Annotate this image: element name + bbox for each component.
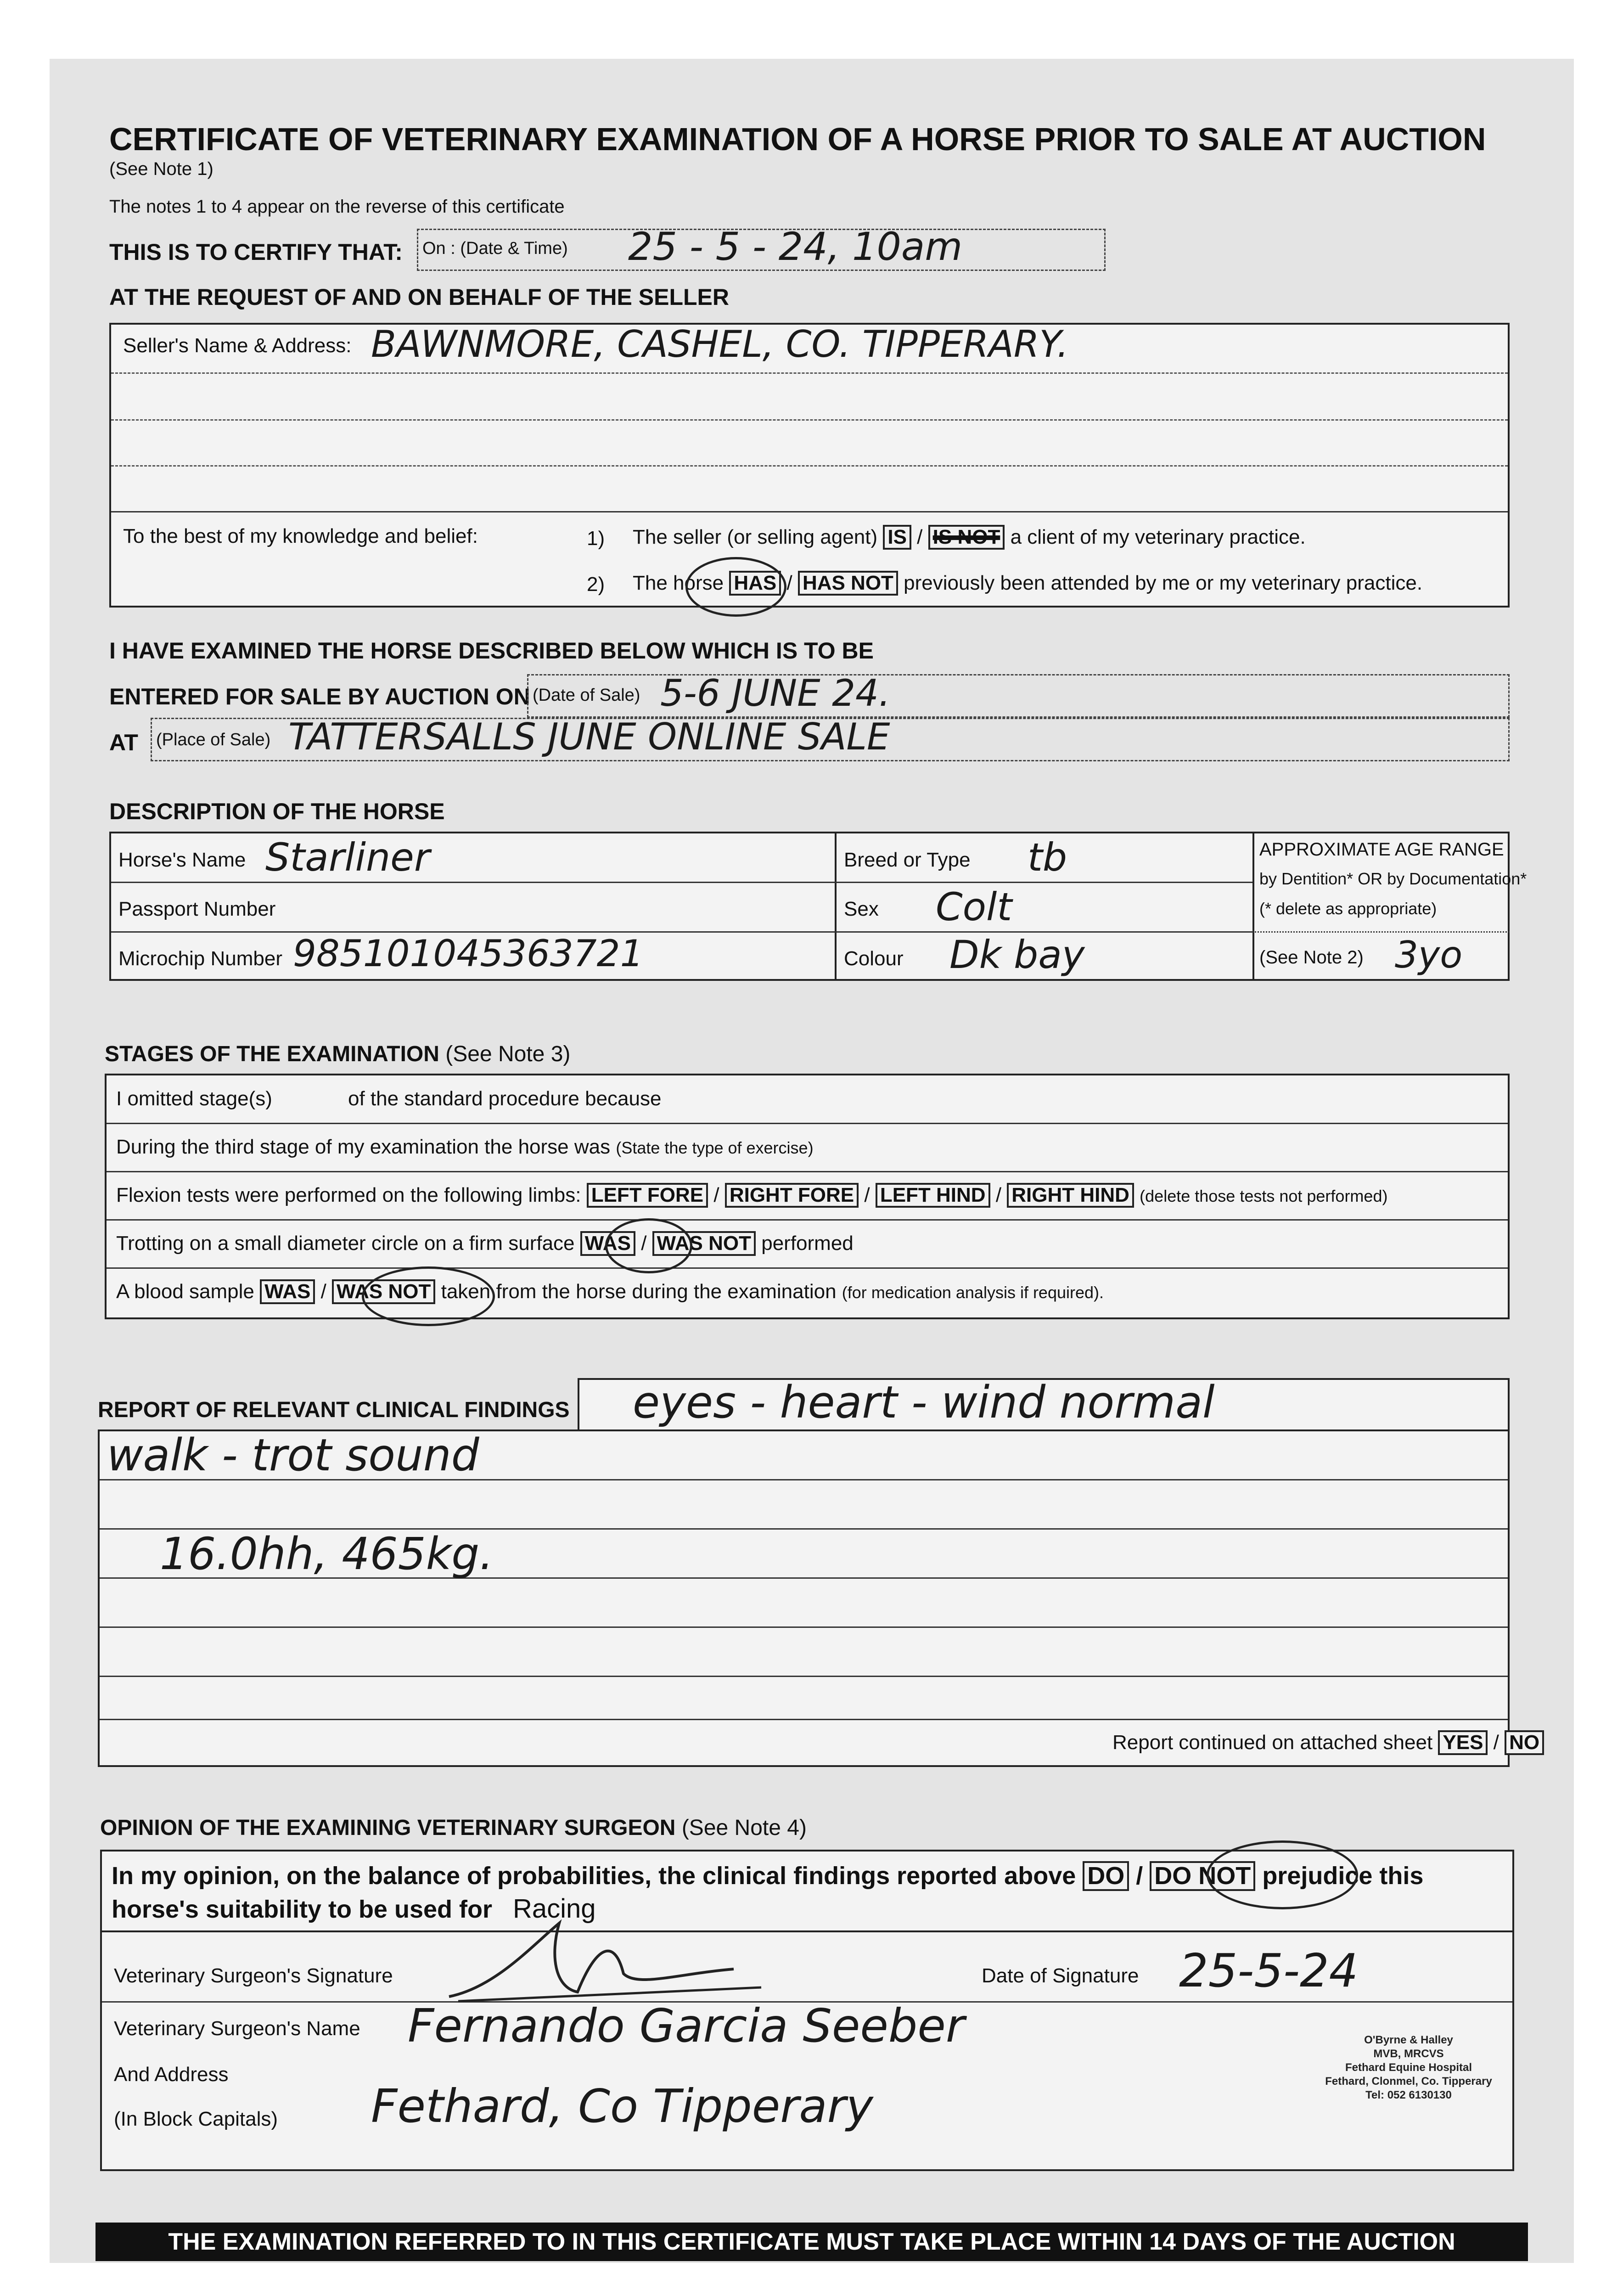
- block-capitals-label: (In Block Capitals): [114, 2108, 278, 2130]
- date-time-label: On : (Date & Time): [422, 239, 568, 258]
- report-line: [100, 1719, 1508, 1720]
- age-see-note: (See Note 2): [1259, 947, 1364, 968]
- seller-name-label: Seller's Name & Address:: [123, 334, 352, 357]
- has-not-option[interactable]: HAS NOT: [798, 571, 898, 596]
- item2-number: 2): [587, 573, 605, 596]
- third-stage-note: (State the type of exercise): [616, 1138, 814, 1157]
- trotting-was-not-option[interactable]: WAS NOT: [652, 1231, 756, 1256]
- item1-number: 1): [587, 527, 605, 550]
- trotting-performed-label: performed: [761, 1232, 854, 1255]
- has-option[interactable]: HAS: [729, 571, 781, 596]
- microchip-value: 985101045363721: [293, 932, 644, 975]
- report-continued-row: Report continued on attached sheet YES / NO: [1112, 1730, 1544, 1755]
- description-row-divider: [111, 882, 1252, 883]
- seller-line: [111, 419, 1508, 421]
- opinion-text-b: prejudice this: [1262, 1862, 1424, 1890]
- stages-row-divider: [107, 1123, 1508, 1124]
- report-line-1: eyes - heart - wind normal: [633, 1377, 1215, 1428]
- item1-text-b: a client of my veterinary practice.: [1010, 526, 1306, 548]
- opinion-do-option[interactable]: DO: [1083, 1861, 1129, 1891]
- seller-client-row: The seller (or selling agent) IS / IS NOT a client of my veterinary practice.: [633, 525, 1306, 550]
- sex-label: Sex: [844, 898, 879, 920]
- stages-row-divider: [107, 1267, 1508, 1269]
- vet-name-label: Veterinary Surgeon's Name: [114, 2017, 360, 2040]
- signature-date-label: Date of Signature: [982, 1964, 1139, 1987]
- seller-divider: [111, 511, 1508, 512]
- report-heading: REPORT OF RELEVANT CLINICAL FINDINGS: [98, 1398, 570, 1422]
- blood-sample-label: A blood sample: [116, 1280, 254, 1303]
- examined-heading-1: I HAVE EXAMINED THE HORSE DESCRIBED BELOW WHICH IS TO BE: [109, 638, 874, 664]
- horse-name-value: Starliner: [265, 835, 430, 880]
- report-line-2: walk - trot sound: [107, 1429, 479, 1481]
- practice-stamp: [1308, 2033, 1510, 2102]
- see-note-1: (See Note 1): [109, 159, 213, 179]
- certificate-sheet: [50, 59, 1574, 2263]
- report-continued-label: Report continued on attached sheet: [1112, 1731, 1433, 1754]
- blood-was-not-option[interactable]: WAS NOT: [332, 1279, 435, 1304]
- opinion-text-row: In my opinion, on the balance of probabilities, the clinical findings reported above DO / DO NOT prejudice this: [112, 1861, 1423, 1891]
- is-option[interactable]: IS: [883, 525, 911, 550]
- opinion-text-a: In my opinion, on the balance of probabilities, the clinical findings reported above: [112, 1862, 1076, 1890]
- blood-was-option[interactable]: WAS: [260, 1279, 315, 1304]
- vet-address-value: Fethard, Co Tipperary: [371, 2079, 873, 2133]
- report-yes-option[interactable]: YES: [1438, 1730, 1488, 1755]
- colour-value: Dk bay: [949, 932, 1085, 977]
- at-label: AT: [109, 730, 138, 755]
- trotting-label: Trotting on a small diameter circle on a firm surface: [116, 1232, 575, 1255]
- certificate-title: CERTIFICATE OF VETERINARY EXAMINATION OF A HORSE PRIOR TO SALE AT AUCTION: [109, 121, 1486, 157]
- report-no-option[interactable]: NO: [1505, 1730, 1544, 1755]
- blood-sample-row: A blood sample WAS / WAS NOT taken from the horse during the examination (for medication analysis if required).: [116, 1279, 1104, 1304]
- horse-attended-row: The horse HAS / HAS NOT previously been attended by me or my veterinary practice.: [633, 571, 1422, 596]
- notes-line: The notes 1 to 4 appear on the reverse of this certificate: [109, 197, 565, 217]
- age-by: by Dentition* OR by Documentation*: [1259, 869, 1527, 888]
- opinion-heading-note: (See Note 4): [681, 1816, 807, 1840]
- omitted-stages-label: I omitted stage(s): [116, 1087, 272, 1110]
- age-delete-note: (* delete as appropriate): [1259, 899, 1437, 918]
- opinion-text-c: horse's suitability to be used for: [112, 1896, 492, 1923]
- third-stage-label: During the third stage of my examination the horse was: [116, 1136, 611, 1158]
- left-fore-option[interactable]: LEFT FORE: [587, 1183, 708, 1208]
- sex-value: Colt: [936, 884, 1012, 929]
- horse-name-label: Horse's Name: [118, 849, 246, 871]
- stamp-line: MVB, MRCVS: [1373, 2048, 1444, 2060]
- certify-label: THIS IS TO CERTIFY THAT:: [109, 239, 403, 265]
- opinion-heading: OPINION OF THE EXAMINING VETERINARY SURGEON: [100, 1816, 676, 1840]
- date-of-sale-value: 5-6 JUNE 24.: [660, 672, 891, 715]
- belief-label: To the best of my knowledge and belief:: [123, 525, 478, 547]
- age-value: 3yo: [1395, 934, 1463, 976]
- trotting-was-option[interactable]: WAS: [580, 1231, 635, 1256]
- vet-signature-drawing: [440, 1919, 789, 2010]
- stages-heading-row: [105, 1041, 570, 1067]
- signature-date-value: 25-5-24: [1179, 1944, 1359, 1998]
- description-column-divider: [835, 832, 837, 981]
- left-hind-option[interactable]: LEFT HIND: [876, 1183, 990, 1208]
- right-hind-option[interactable]: RIGHT HIND: [1007, 1183, 1134, 1208]
- trotting-row: Trotting on a small diameter circle on a firm surface WAS / WAS NOT performed: [116, 1231, 854, 1256]
- breed-value: tb: [1028, 835, 1067, 880]
- stages-heading: STAGES OF THE EXAMINATION: [105, 1042, 439, 1066]
- stamp-line: O'Byrne & Halley: [1364, 2034, 1453, 2046]
- flexion-label: Flexion tests were performed on the following limbs:: [116, 1184, 581, 1206]
- item2-text-a: The horse: [633, 572, 724, 594]
- description-heading: DESCRIPTION OF THE HORSE: [109, 799, 445, 824]
- stamp-line: Fethard Equine Hospital: [1345, 2061, 1472, 2074]
- signature-label: Veterinary Surgeon's Signature: [114, 1964, 393, 1987]
- third-stage-row: [116, 1136, 814, 1159]
- stages-row-divider: [107, 1219, 1508, 1221]
- has-circle-mark: [685, 557, 786, 617]
- vet-address-label: And Address: [114, 2063, 229, 2086]
- date-of-sale-label: (Date of Sale): [533, 686, 640, 705]
- report-line: [100, 1626, 1508, 1628]
- stamp-line: Tel: 052 6130130: [1365, 2089, 1452, 2101]
- opinion-do-not-option[interactable]: DO NOT: [1150, 1861, 1255, 1891]
- passport-label: Passport Number: [118, 898, 276, 920]
- item2-text-b: previously been attended by me or my veterinary practice.: [904, 572, 1423, 594]
- item1-text-a: The seller (or selling agent): [633, 526, 878, 548]
- place-of-sale-label: (Place of Sale): [156, 730, 271, 749]
- right-fore-option[interactable]: RIGHT FORE: [725, 1183, 859, 1208]
- flexion-note: (delete those tests not performed): [1140, 1187, 1388, 1205]
- stamp-line: Fethard, Clonmel, Co. Tipperary: [1325, 2075, 1492, 2088]
- blood-note: (for medication analysis if required).: [842, 1283, 1104, 1302]
- vet-name-value: Fernando Garcia Seeber: [408, 1999, 965, 2053]
- microchip-label: Microchip Number: [118, 947, 282, 970]
- description-column-divider: [1252, 832, 1254, 981]
- seller-line: [111, 372, 1508, 374]
- age-title: APPROXIMATE AGE RANGE: [1259, 839, 1504, 860]
- age-divider: [1252, 931, 1510, 933]
- flexion-row: Flexion tests were performed on the following limbs: LEFT FORE / RIGHT FORE / LEFT HIND / RIGHT HIND (delete those tests not performed): [116, 1183, 1387, 1208]
- report-line-3: 16.0hh, 465kg.: [160, 1528, 494, 1580]
- seller-line: [111, 465, 1508, 467]
- footer-banner: THE EXAMINATION REFERRED TO IN THIS CERTIFICATE MUST TAKE PLACE WITHIN 14 DAYS OF THE AUCTION: [95, 2223, 1528, 2261]
- place-of-sale-value: TATTERSALLS JUNE ONLINE SALE: [288, 715, 890, 758]
- do-not-circle-mark: [1207, 1840, 1358, 1909]
- examined-heading-2: ENTERED FOR SALE BY AUCTION ON: [109, 684, 530, 709]
- trotting-was-circle-mark: [605, 1218, 692, 1273]
- is-not-option[interactable]: IS NOT: [928, 525, 1005, 550]
- opinion-use-value: Racing: [513, 1894, 596, 1924]
- opinion-heading-row: [100, 1815, 807, 1840]
- omitted-because-label: of the standard procedure because: [348, 1087, 662, 1110]
- report-line: [100, 1676, 1508, 1677]
- seller-name-value: BAWNMORE, CASHEL, CO. TIPPERARY.: [371, 323, 1069, 366]
- blood-taken-label: taken from the horse during the examination: [441, 1280, 837, 1303]
- colour-label: Colour: [844, 947, 904, 970]
- date-time-value: 25 - 5 - 24, 10am: [628, 224, 963, 269]
- stages-heading-note: (See Note 3): [445, 1042, 571, 1066]
- breed-label: Breed or Type: [844, 849, 971, 871]
- stages-row-divider: [107, 1171, 1508, 1172]
- blood-was-not-circle-mark: [362, 1266, 495, 1326]
- seller-heading: AT THE REQUEST OF AND ON BEHALF OF THE SELLER: [109, 284, 729, 310]
